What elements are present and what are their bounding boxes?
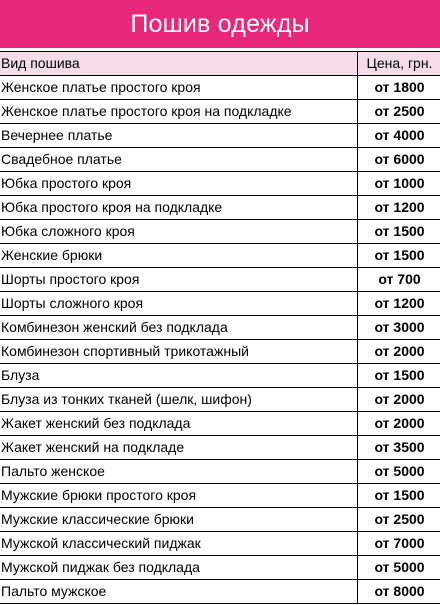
service-price: от 2500 bbox=[358, 508, 440, 532]
service-price: от 1200 bbox=[358, 292, 440, 316]
service-name: Комбинезон спортивный трикотажный bbox=[0, 340, 358, 364]
table-row bbox=[0, 412, 440, 436]
service-price: от 6000 bbox=[358, 148, 440, 172]
table-row bbox=[0, 148, 440, 172]
service-price: от 4000 bbox=[358, 124, 440, 148]
page-title-banner bbox=[0, 0, 440, 48]
column-header-price: Цена, грн. bbox=[358, 52, 440, 76]
service-price: от 700 bbox=[358, 268, 440, 292]
table-row bbox=[0, 100, 440, 124]
service-name: Пальто женское bbox=[0, 460, 358, 484]
service-name: Мужской пиджак без подклада bbox=[0, 556, 358, 580]
table-row bbox=[0, 556, 440, 580]
table-row bbox=[0, 436, 440, 460]
service-price: от 1500 bbox=[358, 484, 440, 508]
service-price: от 1800 bbox=[358, 76, 440, 100]
table-row bbox=[0, 220, 440, 244]
service-price: от 1500 bbox=[358, 364, 440, 388]
service-name: Жакет женский на подкладе bbox=[0, 436, 358, 460]
service-name: Блуза bbox=[0, 364, 358, 388]
service-name: Свадебное платье bbox=[0, 148, 358, 172]
table-row bbox=[0, 196, 440, 220]
service-price: от 3000 bbox=[358, 316, 440, 340]
service-name: Комбинезон женский без подклада bbox=[0, 316, 358, 340]
service-price: от 7000 bbox=[358, 532, 440, 556]
service-price: от 5000 bbox=[358, 556, 440, 580]
table-row bbox=[0, 508, 440, 532]
service-name: Юбка простого кроя на подкладке bbox=[0, 196, 358, 220]
service-name: Юбка простого кроя bbox=[0, 172, 358, 196]
service-price: от 1500 bbox=[358, 244, 440, 268]
service-name: Женское платье простого кроя на подкладке bbox=[0, 100, 358, 124]
table-row bbox=[0, 460, 440, 484]
table-row bbox=[0, 244, 440, 268]
table-row bbox=[0, 316, 440, 340]
service-price: от 1500 bbox=[358, 220, 440, 244]
service-name: Шорты простого кроя bbox=[0, 268, 358, 292]
table-row bbox=[0, 76, 440, 100]
service-name: Блуза из тонких тканей (шелк, шифон) bbox=[0, 388, 358, 412]
service-name: Жакет женский без подклада bbox=[0, 412, 358, 436]
service-price: от 3500 bbox=[358, 436, 440, 460]
service-price: от 2000 bbox=[358, 340, 440, 364]
service-name: Мужские брюки простого кроя bbox=[0, 484, 358, 508]
service-price: от 2000 bbox=[358, 388, 440, 412]
column-header-service: Вид пошива bbox=[0, 52, 358, 76]
service-price: от 1000 bbox=[358, 172, 440, 196]
page-title: Пошив одежды bbox=[130, 9, 310, 38]
service-name: Женские брюки bbox=[0, 244, 358, 268]
table-row bbox=[0, 532, 440, 556]
service-price: от 8000 bbox=[358, 580, 440, 604]
table-row bbox=[0, 268, 440, 292]
service-name: Мужской классический пиджак bbox=[0, 532, 358, 556]
service-name: Юбка сложного кроя bbox=[0, 220, 358, 244]
table-row bbox=[0, 292, 440, 316]
service-price: от 2500 bbox=[358, 100, 440, 124]
table-row bbox=[0, 484, 440, 508]
service-name: Мужские классические брюки bbox=[0, 508, 358, 532]
price-table-body bbox=[0, 52, 440, 604]
table-row bbox=[0, 340, 440, 364]
service-price: от 2000 bbox=[358, 412, 440, 436]
service-name: Пальто мужское bbox=[0, 580, 358, 604]
table-row bbox=[0, 388, 440, 412]
table-row bbox=[0, 124, 440, 148]
table-row bbox=[0, 172, 440, 196]
table-row bbox=[0, 580, 440, 604]
service-name: Вечернее платье bbox=[0, 124, 358, 148]
service-name: Женское платье простого кроя bbox=[0, 76, 358, 100]
price-table bbox=[0, 51, 440, 604]
service-price: от 5000 bbox=[358, 460, 440, 484]
table-row bbox=[0, 364, 440, 388]
service-price: от 1200 bbox=[358, 196, 440, 220]
service-name: Шорты сложного кроя bbox=[0, 292, 358, 316]
table-header-row bbox=[0, 52, 440, 76]
